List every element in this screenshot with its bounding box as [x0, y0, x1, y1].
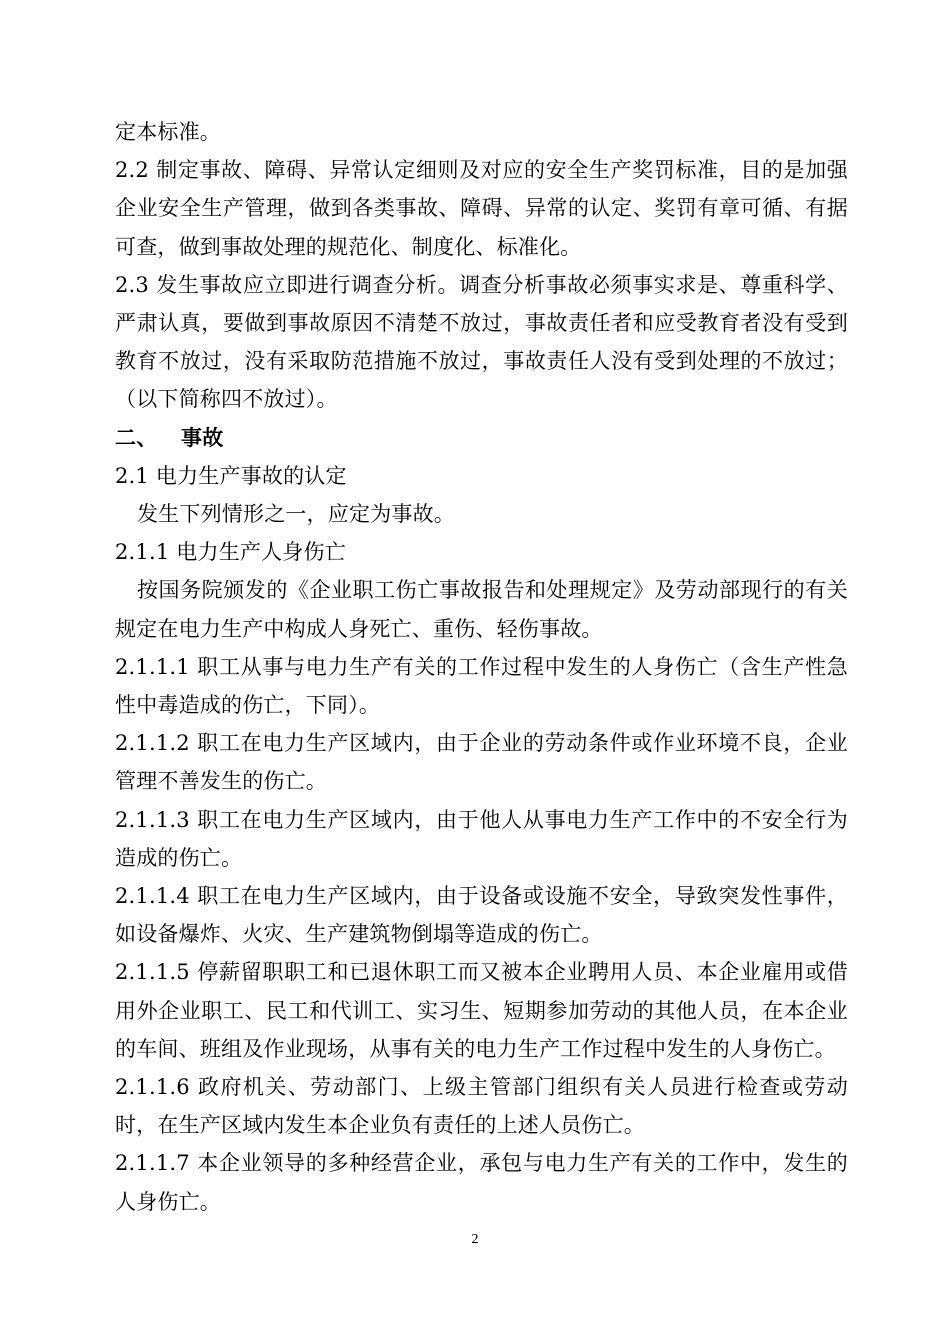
paragraph: 2.1.1.7 本企业领导的多种经营企业，承包与电力生产有关的工作中，发生的人身伤亡。 [115, 1151, 848, 1214]
paragraph: 2.1.1.4 职工在电力生产区域内，由于设备或设施不安全，导致突发性事件，如设备爆炸、火灾、生产建筑物倒塌等造成的伤亡。 [115, 884, 848, 947]
section-heading-title: 事故 [181, 424, 224, 450]
section-heading-number: 二、 [115, 424, 158, 450]
paragraph: 定本标准。 [115, 120, 221, 144]
paragraph: 2.1.1.2 职工在电力生产区域内，由于企业的劳动条件或作业环境不良，企业管理不善发生的伤亡。 [115, 731, 848, 794]
paragraph: 2.1.1.5 停薪留职职工和已退休职工而又被本企业聘用人员、本企业雇用或借用外企业职工、民工和代训工、实习生、短期参加劳动的其他人员，在本企业的车间、班组及作业现场，从事有关的电力生产工作过程中发生的人身伤亡。 [115, 960, 848, 1061]
paragraph: 发生下列情形之一，应定为事故。 [137, 502, 455, 527]
paragraph: 按国务院颁发的《企业职工伤亡事故报告和处理规定》及劳动部现行的有关规定在电力生产中构成人身死亡、重伤、轻伤事故。 [115, 578, 848, 641]
page-number: 2 [471, 1232, 479, 1247]
paragraph: 2.1.1 电力生产人身伤亡 [115, 540, 346, 565]
paragraph: 2.1.1.1 职工从事与电力生产有关的工作过程中发生的人身伤亡（含生产性急性中毒造成的伤亡，下同）。 [115, 654, 848, 718]
paragraph: 2.2 制定事故、障碍、异常认定细则及对应的安全生产奖罚标准，目的是加强企业安全生产管理，做到各类事故、障碍、异常的认定、奖罚有章可循、有据可查，做到事故处理的规范化、制度化、标准化。 [115, 158, 848, 259]
paragraph: 2.1.1.6 政府机关、劳动部门、上级主管部门组织有关人员进行检查或劳动时，在生产区域内发生本企业负有责任的上述人员伤亡。 [115, 1075, 848, 1138]
section-heading [115, 419, 848, 457]
paragraph: 2.3 发生事故应立即进行调查分析。调查分析事故必须事实求是、尊重科学、严肃认真，要做到事故原因不清楚不放过，事故责任者和应受教育者没有受到教育不放过，没有采取防范措施不放过，事故责任人没有受到处理的不放过；（以下简称四不放过）。 [115, 272, 848, 412]
document-body [115, 113, 848, 1221]
paragraph: 2.1.1.3 职工在电力生产区域内，由于他人从事电力生产工作中的不安全行为造成的伤亡。 [115, 807, 848, 870]
paragraph: 2.1 电力生产事故的认定 [115, 463, 347, 488]
